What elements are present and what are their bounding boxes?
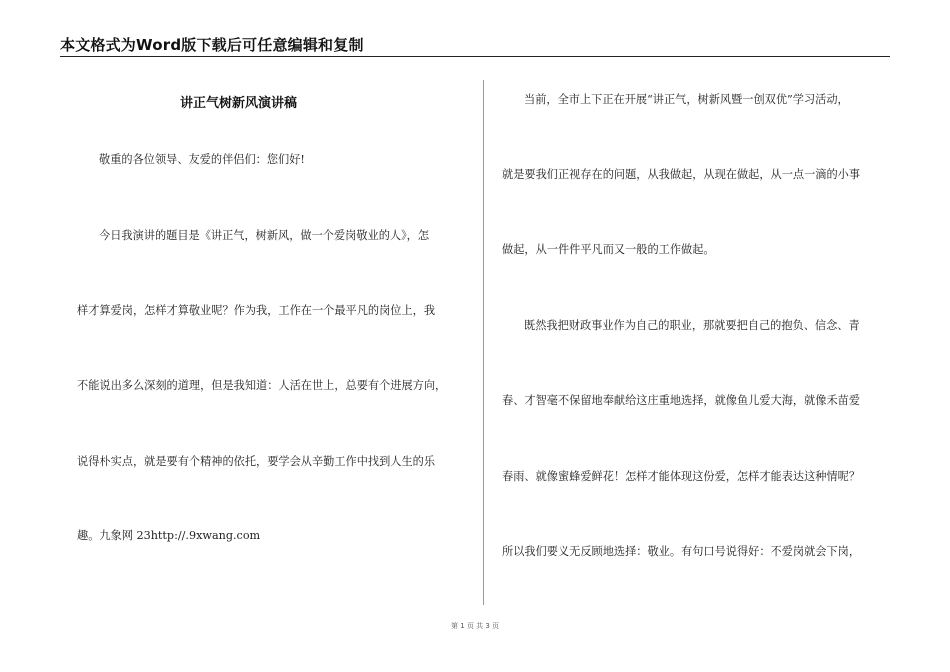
right-line-1: 当前，全市上下正在开展“讲正气，树新风暨一创双优”学习活动， [524,93,849,106]
left-line-1: 敬重的各位领导、友爱的伴侣们：您们好! [99,153,305,166]
left-line-6: 趣。九象网 23http://.9xwang.com [77,529,261,542]
column-divider [483,80,484,605]
page-number-footer: 第 1 页 共 3 页 [450,622,500,630]
right-line-5: 春、才智毫不保留地奉献给这庄重地选择，就像鱼儿爱大海，就像禾苗爱 [502,394,861,407]
right-line-7: 所以我们要义无反顾地选择：敬业。有句口号说得好：不爱岗就会下岗， [502,545,861,558]
left-line-4: 不能说出多么深刻的道理，但是我知道：人活在世上，总要有个进展方向， [77,379,447,392]
right-line-2: 就是要我们正视存在的问题，从我做起，从现在做起，从一点一滴的小事 [502,168,861,181]
header-rule [60,56,890,57]
left-line-5: 说得朴实点，就是要有个精神的依托，要学会从辛勤工作中找到人生的乐 [77,455,436,468]
right-line-3: 做起，从一件件平凡而又一般的工作做起。 [502,243,715,256]
left-line-2: 今日我演讲的题目是《讲正气，树新风，做一个爱岗敬业的人》，怎 [99,229,430,242]
right-line-4: 既然我把财政事业作为自己的职业，那就要把自己的抱负、信念、青 [524,319,860,332]
left-line-3: 样才算爱岗，怎样才算敬业呢？作为我，工作在一个最平凡的岗位上，我 [77,304,436,317]
right-line-6: 春雨、就像蜜蜂爱鲜花！怎样才能体现这份爱，怎样才能表达这种情呢？ [502,470,861,483]
document-title: 讲正气树新风演讲稿 [180,96,298,111]
document-banner: 本文格式为Word版下载后可任意编辑和复制 [60,36,364,54]
